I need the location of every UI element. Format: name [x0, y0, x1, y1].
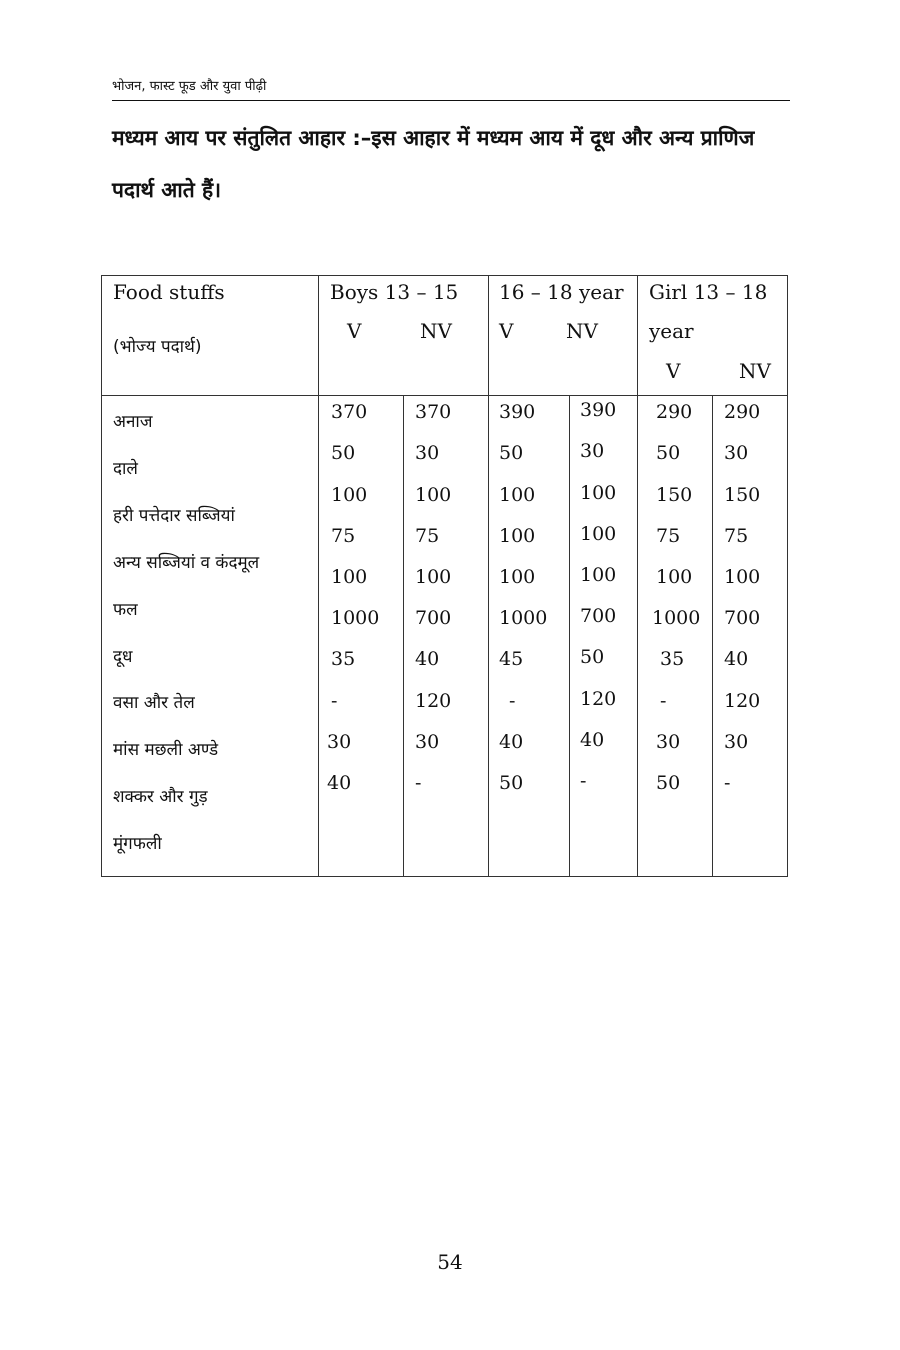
table-cell: 40	[724, 648, 749, 670]
table-cell: 100	[331, 566, 368, 588]
table-cell: 40	[327, 772, 352, 794]
nv-label: NV	[739, 359, 771, 383]
table-cell: 1000	[652, 607, 701, 629]
table-cell: 150	[724, 484, 761, 506]
v-label: V	[666, 359, 681, 383]
table-cell: 40	[580, 729, 605, 751]
food-item: अन्य सब्जियां व कंदमूल	[113, 553, 260, 573]
table-cell: 700	[724, 607, 761, 629]
header-rule	[112, 100, 790, 101]
group-girl-13-18: Girl 13 – 18	[649, 280, 768, 304]
col-divider	[637, 276, 638, 876]
table-cell: 100	[499, 484, 536, 506]
table-cell: 75	[415, 525, 440, 547]
section-heading: मध्यम आय पर संतुलित आहार :–इस आहार में मध्यम आय में दूध और अन्य प्राणिज पदार्थ आते हैं।	[112, 126, 755, 202]
table-cell: 120	[415, 690, 452, 712]
nv-label: NV	[420, 319, 452, 343]
header-divider	[102, 395, 787, 396]
diet-table	[101, 275, 788, 877]
table-cell: 100	[331, 484, 368, 506]
table-cell: 35	[331, 648, 356, 670]
table-cell: 50	[656, 772, 681, 794]
table-cell: 290	[656, 401, 693, 423]
food-item: मूंगफली	[113, 834, 162, 854]
running-head: भोजन, फास्ट फूड और युवा पीढ़ी	[112, 79, 267, 94]
col-divider	[318, 276, 319, 876]
table-cell: 45	[499, 648, 524, 670]
table-cell: 150	[656, 484, 693, 506]
table-cell: 30	[327, 731, 352, 753]
group-girl-year: year	[649, 319, 694, 343]
table-cell: 700	[415, 607, 452, 629]
table-cell: -	[415, 772, 422, 794]
table-cell: 100	[580, 564, 617, 586]
table-cell: 50	[499, 772, 524, 794]
col-divider	[712, 395, 713, 876]
table-cell: 100	[499, 566, 536, 588]
table-cell: 30	[415, 442, 440, 464]
group-16-18: 16 – 18 year	[499, 280, 624, 304]
table-cell: 50	[580, 646, 605, 668]
food-item: अनाज	[113, 412, 153, 432]
table-cell: 120	[724, 690, 761, 712]
table-cell: 100	[724, 566, 761, 588]
table-cell: 100	[580, 482, 617, 504]
col-divider	[569, 395, 570, 876]
food-stuffs-header-hindi: (भोज्य पदार्थ)	[113, 337, 202, 357]
v-label: V	[499, 319, 514, 343]
table-cell: 1000	[331, 607, 380, 629]
table-cell: 50	[656, 442, 681, 464]
table-cell: 35	[660, 648, 685, 670]
table-cell: 40	[499, 731, 524, 753]
v-label: V	[347, 319, 362, 343]
table-cell: 100	[656, 566, 693, 588]
table-cell: 30	[580, 440, 605, 462]
table-cell: 290	[724, 401, 761, 423]
food-item: हरी पत्तेदार सब्जियां	[113, 506, 235, 526]
table-cell: -	[331, 690, 338, 712]
food-item: फल	[113, 600, 138, 620]
table-cell: 100	[415, 566, 452, 588]
food-item: मांस मछली अण्डे	[113, 740, 219, 760]
food-item: वसा और तेल	[113, 693, 195, 713]
table-cell: 75	[656, 525, 681, 547]
table-cell: 50	[499, 442, 524, 464]
table-cell: 390	[499, 401, 536, 423]
table-cell: 30	[415, 731, 440, 753]
food-item: दूध	[113, 647, 133, 667]
table-cell: 100	[415, 484, 452, 506]
table-cell: 40	[415, 648, 440, 670]
table-cell: 700	[580, 605, 617, 627]
table-cell: 30	[724, 442, 749, 464]
food-item: शक्कर और गुड़	[113, 787, 208, 807]
table-cell: 370	[331, 401, 368, 423]
table-cell: 1000	[499, 607, 548, 629]
table-cell: 100	[580, 523, 617, 545]
table-cell: -	[660, 690, 667, 712]
food-stuffs-header: Food stuffs	[113, 280, 225, 304]
page-number: 54	[437, 1250, 463, 1274]
table-cell: 75	[331, 525, 356, 547]
table-cell: 50	[331, 442, 356, 464]
col-divider	[488, 276, 489, 876]
table-cell: 100	[499, 525, 536, 547]
table-cell: 120	[580, 688, 617, 710]
table-cell: -	[580, 770, 587, 792]
table-cell: 370	[415, 401, 452, 423]
table-cell: -	[509, 690, 516, 712]
table-cell: 390	[580, 399, 617, 421]
table-cell: 30	[656, 731, 681, 753]
food-item: दाले	[113, 459, 138, 479]
nv-label: NV	[566, 319, 598, 343]
table-cell: -	[724, 772, 731, 794]
table-cell: 30	[724, 731, 749, 753]
group-boys-13-15: Boys 13 – 15	[330, 280, 459, 304]
col-divider	[403, 395, 404, 876]
table-cell: 75	[724, 525, 749, 547]
